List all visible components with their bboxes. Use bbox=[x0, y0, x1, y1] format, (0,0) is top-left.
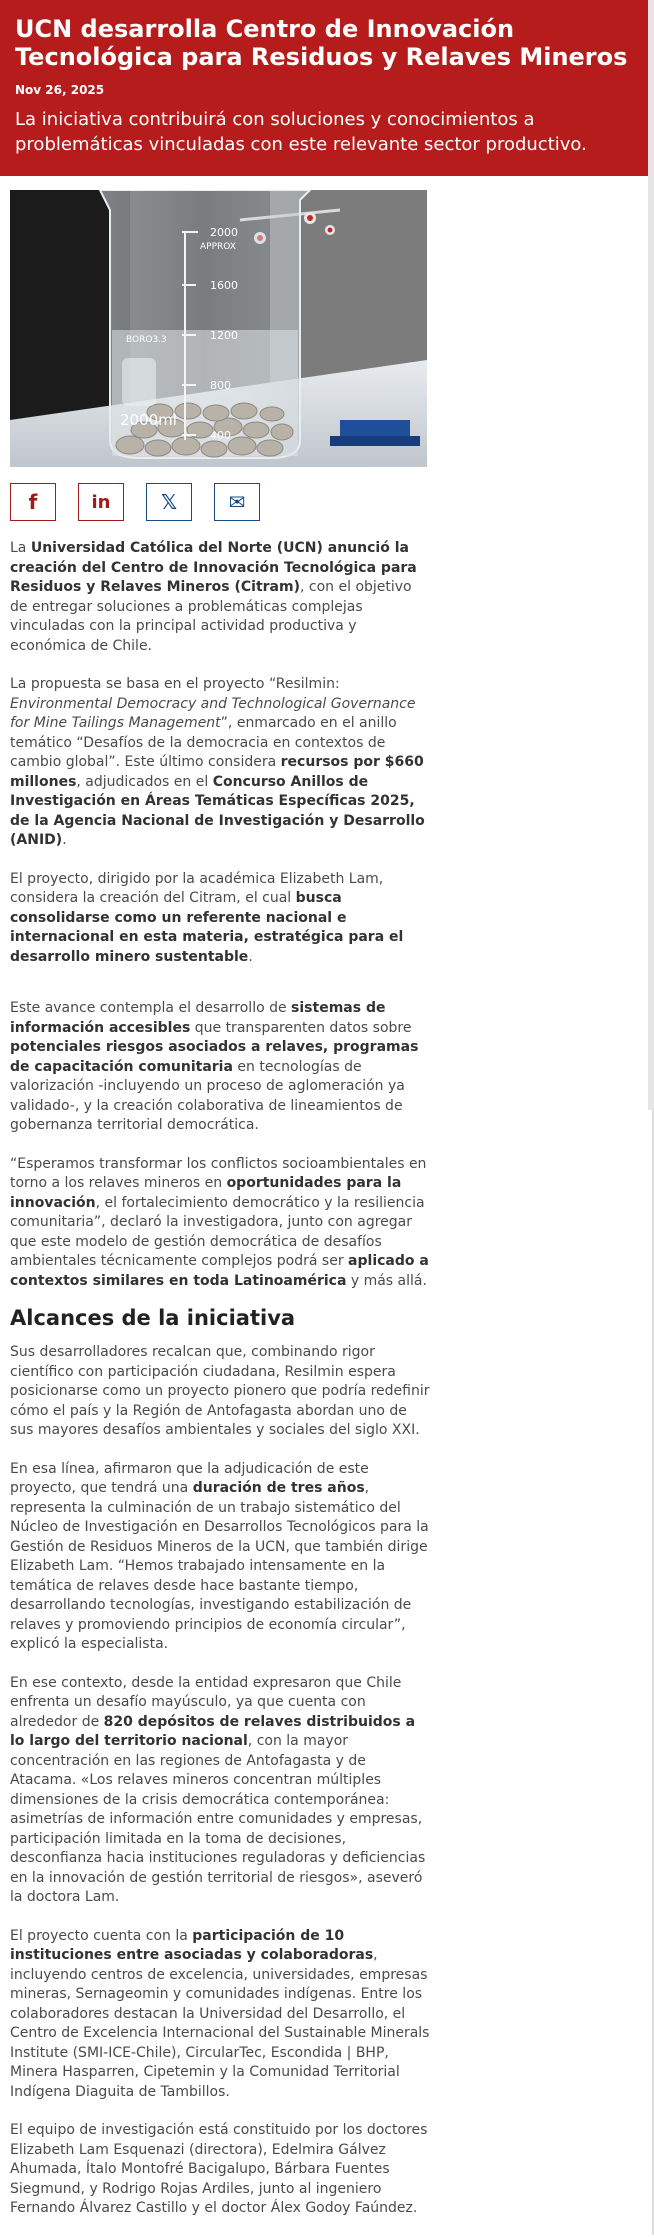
share-bar bbox=[10, 483, 260, 523]
article-date: Nov 26, 2025 bbox=[15, 83, 105, 97]
body-text: , adjudicados en el bbox=[76, 773, 213, 790]
beaker-label-1200: 1200 bbox=[210, 329, 238, 342]
body-text: , con el objetivo de entregar soluciones a problemáticas complejas vinculadas con la principal actividad productiva y económica de Chile. bbox=[10, 579, 412, 654]
italic-text: Environmental Democracy and Technological Governance for Mine Tailings Management bbox=[10, 695, 416, 731]
bold-text: busca consolidarse como un referente nacional e internacional en esta materia, estratégica para el desarrollo minero sustentable bbox=[10, 890, 404, 965]
body-text: El proyecto, dirigido por la académica Elizabeth Lam, considera la creación del Citram, el cual bbox=[10, 870, 384, 906]
bold-text: potenciales riesgos asociados a relaves, programas de capacitación comunitaria bbox=[10, 1039, 419, 1075]
bold-text: aplicado a contextos similares en toda Latinoamérica bbox=[10, 1253, 429, 1289]
body-text: , el fortalecimiento democrático y la resiliencia comunitaria”, declaró la investigadora, junto con agregar que este modelo de gestión democrática de desafíos ambientales técnicamente complejos podrá ser bbox=[10, 1194, 425, 1269]
paragraph-10 bbox=[10, 2121, 430, 2219]
bold-text: oportunidades para la innovación bbox=[10, 1175, 402, 1211]
email-share-button[interactable] bbox=[214, 483, 260, 521]
scrollbar-track[interactable] bbox=[648, 0, 654, 1110]
paragraph-6 bbox=[10, 1343, 430, 1441]
paragraph-8 bbox=[10, 1674, 430, 1908]
article-body bbox=[10, 539, 430, 2238]
x-icon: 𝕏 bbox=[160, 490, 178, 514]
facebook-icon: f bbox=[28, 490, 38, 514]
body-text: La bbox=[10, 540, 31, 556]
beaker-volume-label: 2000ml bbox=[120, 411, 177, 429]
body-text: Sus desarrolladores recalcan que, combinando rigor científico con participación ciudadana, Resilmin espera posicionarse como un proyecto pionero que podría redefinir cómo el país y la Región de Antofagasta abordan uno de sus mayores desafíos ambientales y sociales del siglo XXI. bbox=[10, 1344, 430, 1438]
paragraph-2 bbox=[10, 675, 430, 851]
paragraph-5 bbox=[10, 1155, 430, 1292]
body-text: , representa la culminación de un trabajo sistemático del Núcleo de Investigación en Desarrollos Tecnológicos para la Gestión de Residuos Mineros de la UCN, que también dirige Elizabeth Lam. “Hemos trabajado intensamente en la temática de relaves desde hace bastante tiempo, desarrollando tecnologías, investigando estabilización de relaves y promoviendo principios de economía circular”, explicó la especialista. bbox=[10, 1480, 429, 1652]
bold-text: recursos por $660 millones bbox=[10, 754, 424, 790]
bold-text: Concurso Anillos de Investigación en Áreas Temáticas Específicas 2025, de la Agencia Nacional de Investigación y Desarrollo (ANID) bbox=[10, 773, 425, 848]
body-text: Este avance contempla el desarrollo de bbox=[10, 1000, 292, 1016]
body-text: ”, enmarcado en el anillo temático “Desafíos de la democracia en contextos de cambio global”. Este último considera bbox=[10, 715, 397, 770]
linkedin-icon: in bbox=[91, 491, 111, 513]
bold-text: duración de tres años bbox=[192, 1480, 365, 1496]
body-text: . bbox=[248, 948, 253, 965]
paragraph-3 bbox=[10, 870, 430, 968]
body-text: En ese contexto, desde la entidad expresaron que Chile enfrenta un desafío mayúsculo, ya que cuenta con alrededor de bbox=[10, 1674, 402, 1730]
paragraph-4 bbox=[10, 999, 430, 1136]
body-text: El proyecto cuenta con la bbox=[10, 1927, 193, 1944]
beaker-illustration bbox=[10, 190, 427, 467]
body-text: La propuesta se basa en el proyecto “Resilmin: bbox=[10, 676, 340, 692]
paragraph-9 bbox=[10, 1927, 430, 2103]
bold-text: participación de 10 instituciones entre asociadas y colaboradoras bbox=[10, 1927, 374, 1963]
body-text: El equipo de investigación está constituido por los doctores Elizabeth Lam Esquenazi (directora), Edelmira Gálvez Ahumada, Ítalo Montofré Bacigalupo, Bárbara Fuentes Siegmund, y Rodrigo Rojas Ardiles, junto al ingeniero Fernando Álvarez Castillo y el doctor Álex Godoy Faúndez. bbox=[10, 2122, 428, 2216]
body-text: , con la mayor concentración en las regiones de Antofagasta y de Atacama. «Los relaves mineros concentran múltiples dimensiones de la crisis democrática contemporánea: asimetrías de información entre comunidades y empresas, participación limitada en la toma de decisiones, desconfianza hacia instituciones reguladoras y deficiencias en la innovación de gestión territorial de riesgos», aseveró la doctora Lam. bbox=[10, 1733, 426, 1905]
body-text: . bbox=[62, 832, 67, 848]
beaker-label-2000: 2000 bbox=[210, 226, 238, 239]
article-title: UCN desarrolla Centro de Innovación Tecnológica para Residuos y Relaves Mineros bbox=[15, 15, 628, 71]
article-photo bbox=[10, 190, 427, 467]
body-text: en tecnologías de valorización -incluyendo un proceso de aglomeración ya validado-, y la creación colaborativa de lineamientos de gobernanza territorial democrática. bbox=[10, 1058, 405, 1133]
article-header bbox=[0, 0, 654, 176]
article-subtitle: La iniciativa contribuirá con soluciones y conocimientos a problemáticas vinculadas con este relevante sector productivo. bbox=[15, 109, 587, 155]
email-icon: ✉ bbox=[228, 490, 246, 514]
body-text: , incluyendo centros de excelencia, universidades, empresas mineras, Sernageomin y comunidades indígenas. Entre los colaboradores destacan la Universidad del Desarrollo, el Centro de Excelencia Internacional del Sustainable Minerals Institute (SMI-ICE-Chile), CircularTec, Escondida | BHP, Minera Hasparren, Cipetemin y la Comunidad Territorial Indígena Diaguita de Tambillos. bbox=[10, 1947, 430, 2100]
body-text: En esa línea, afirmaron que la adjudicación de este proyecto, que tendrá una bbox=[10, 1460, 369, 1496]
beaker-label-1600: 1600 bbox=[210, 279, 238, 292]
body-text: que transparenten datos sobre bbox=[190, 1019, 412, 1036]
body-text: “Esperamos transformar los conflictos socioambientales en torno a los relaves mineros en bbox=[10, 1155, 427, 1191]
paragraph-7 bbox=[10, 1460, 430, 1655]
beaker-label-800: 800 bbox=[210, 379, 231, 392]
facebook-share-button[interactable] bbox=[10, 483, 56, 521]
bold-text: sistemas de información accesibles bbox=[10, 1000, 386, 1036]
beaker-label-400: 400 bbox=[210, 429, 231, 442]
section-heading: Alcances de la iniciativa bbox=[10, 1306, 296, 1330]
paragraph-1 bbox=[10, 539, 430, 656]
body-text: y más allá. bbox=[346, 1272, 427, 1289]
bold-text: 820 depósitos de relaves distribuidos a lo largo del territorio nacional bbox=[10, 1713, 416, 1749]
linkedin-share-button[interactable] bbox=[78, 483, 124, 521]
beaker-label-approx: APPROX bbox=[200, 242, 236, 252]
beaker-brand-label: BORO3.3 bbox=[126, 335, 167, 345]
x-share-button[interactable] bbox=[146, 483, 192, 521]
bold-text: Universidad Católica del Norte (UCN) anunció la creación del Centro de Innovación Tecnológica para Residuos y Relaves Mineros (Citram) bbox=[10, 540, 417, 595]
